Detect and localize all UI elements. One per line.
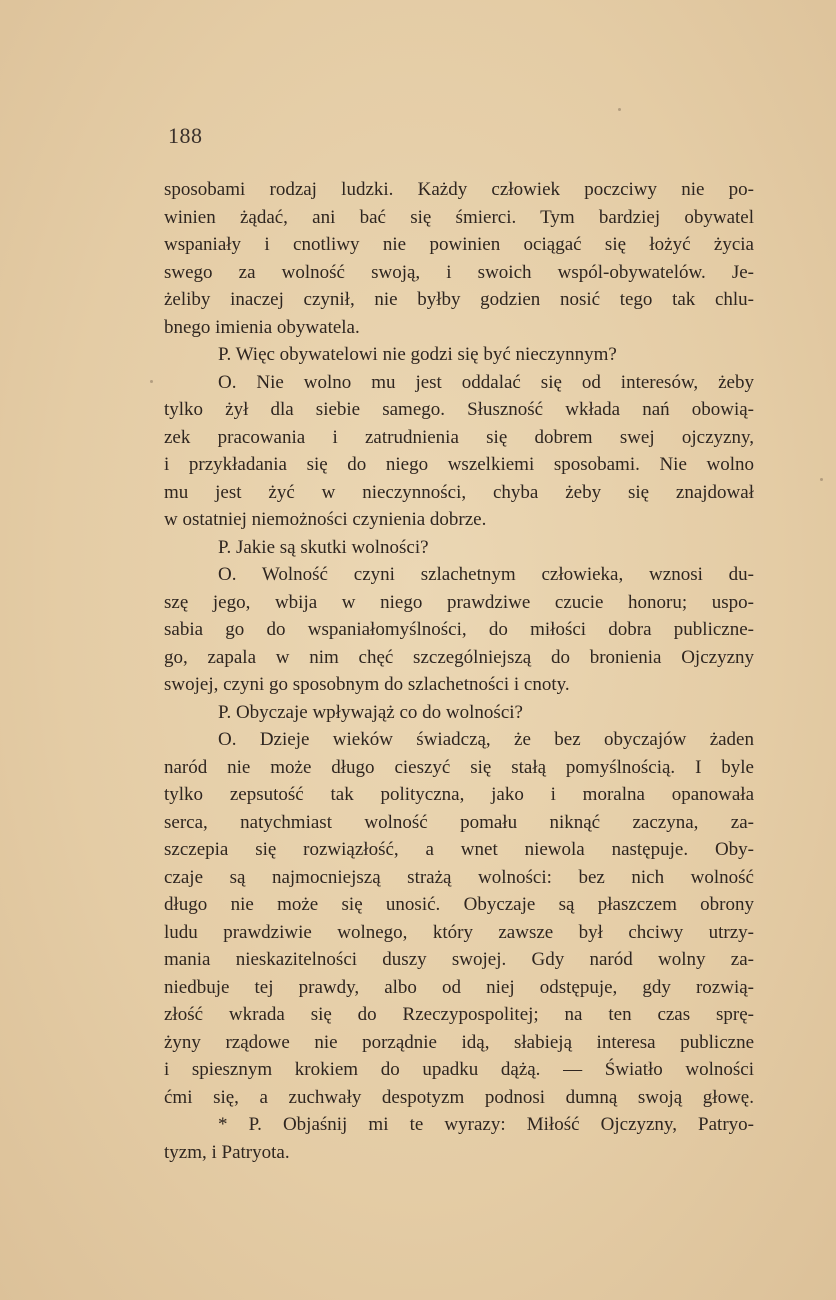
text-line: tyzm, i Patryota. — [164, 1141, 290, 1163]
text-line: O. Wolność czyni szlachetnym człowieka, wznosi du- — [218, 564, 754, 585]
text-line: O. Dzieje wieków świadczą, że bez obyczajów żaden — [218, 729, 754, 750]
text-line: żeliby inaczej czynił, nie byłby godzien nosić tego tak chlu- — [164, 289, 754, 310]
text-line: mania nieskazitelności duszy swojej. Gdy naród wolny za- — [164, 949, 754, 970]
body-text — [164, 176, 754, 1166]
text-line: wspaniały i cnotliwy nie powinien ociągać się łożyć życia — [164, 234, 754, 255]
text-line: P. Jakie są skutki wolności? — [218, 536, 429, 558]
ink-spot — [820, 478, 823, 481]
text-line: serca, natychmiast wolność pomału niknąć zaczyna, za- — [164, 811, 754, 833]
text-line: zek pracowania i zatrudnienia się dobrem swej ojczyzny, — [164, 426, 754, 448]
text-line: swojej, czyni go sposobnym do szlachetności i cnoty. — [164, 674, 570, 695]
text-line: bnego imienia obywatela. — [164, 316, 360, 338]
text-line: szczepia się rozwiązłość, a wnet niewola następuje. Oby- — [164, 839, 754, 860]
text-line: żyny rządowe nie porządnie idą, słabieją interesa publiczne — [164, 1031, 754, 1053]
text-line: O. Nie wolno mu jest oddalać się od interesów, żeby — [218, 371, 754, 393]
text-line: ćmi się, a zuchwały despotyzm podnosi dumną swoją głowę. — [164, 1086, 754, 1108]
text-line: tylko żył dla siebie samego. Słuszność wkłada nań obowią- — [164, 399, 754, 420]
text-line: i przykładania się do niego wszelkiemi sposobami. Nie wolno — [164, 454, 754, 475]
text-line: winien żądać, ani bać się śmierci. Tym bardziej obywatel — [164, 206, 754, 228]
ink-spot — [150, 380, 153, 383]
text-line: szę jego, wbija w niego prawdziwe czucie honoru; uspo- — [164, 591, 754, 613]
text-line: sabia go do wspaniałomyślności, do miłości dobra publiczne- — [164, 619, 754, 640]
text-line: ludu prawdziwie wolnego, który zawsze był chciwy utrzy- — [164, 921, 754, 943]
text-line: P. Obyczaje wpływająż co do wolności? — [218, 701, 523, 723]
text-line: P. Więc obywatelowi nie godzi się być nieczynnym? — [218, 344, 617, 365]
text-line: naród nie może długo cieszyć się stałą pomyślnością. I byle — [164, 756, 754, 778]
text-line: długo nie może się unosić. Obyczaje są płaszczem obrony — [164, 894, 754, 915]
text-line: tylko zepsutość tak polityczna, jako i moralna opanowała — [164, 784, 754, 805]
text-line: złość wkrada się do Rzeczypospolitej; na ten czas sprę- — [164, 1004, 754, 1025]
page-number: 188 — [168, 123, 203, 148]
text-line: niedbuje tej prawdy, albo od niej odstępuje, gdy rozwią- — [164, 976, 754, 998]
text-line: w ostatniej niemożności czynienia dobrze. — [164, 509, 487, 530]
text-line: swego za wolność swoją, i swoich wspól-obywatelów. Je- — [164, 261, 754, 283]
text-line: sposobami rodzaj ludzki. Każdy człowiek poczciwy nie po- — [164, 179, 754, 200]
text-line: * P. Objaśnij mi te wyrazy: Miłość Ojczyzny, Patryo- — [218, 1114, 754, 1135]
text-line: czaje są najmocniejszą strażą wolności: bez nich wolność — [164, 866, 754, 888]
text-line: mu jest żyć w nieczynności, chyba żeby się znajdował — [164, 481, 754, 503]
ink-spot — [618, 108, 621, 111]
text-line: go, zapala w nim chęć szczególniejszą do bronienia Ojczyzny — [164, 646, 754, 668]
text-line: i spiesznym krokiem do upadku dążą. — Światło wolności — [164, 1059, 754, 1080]
